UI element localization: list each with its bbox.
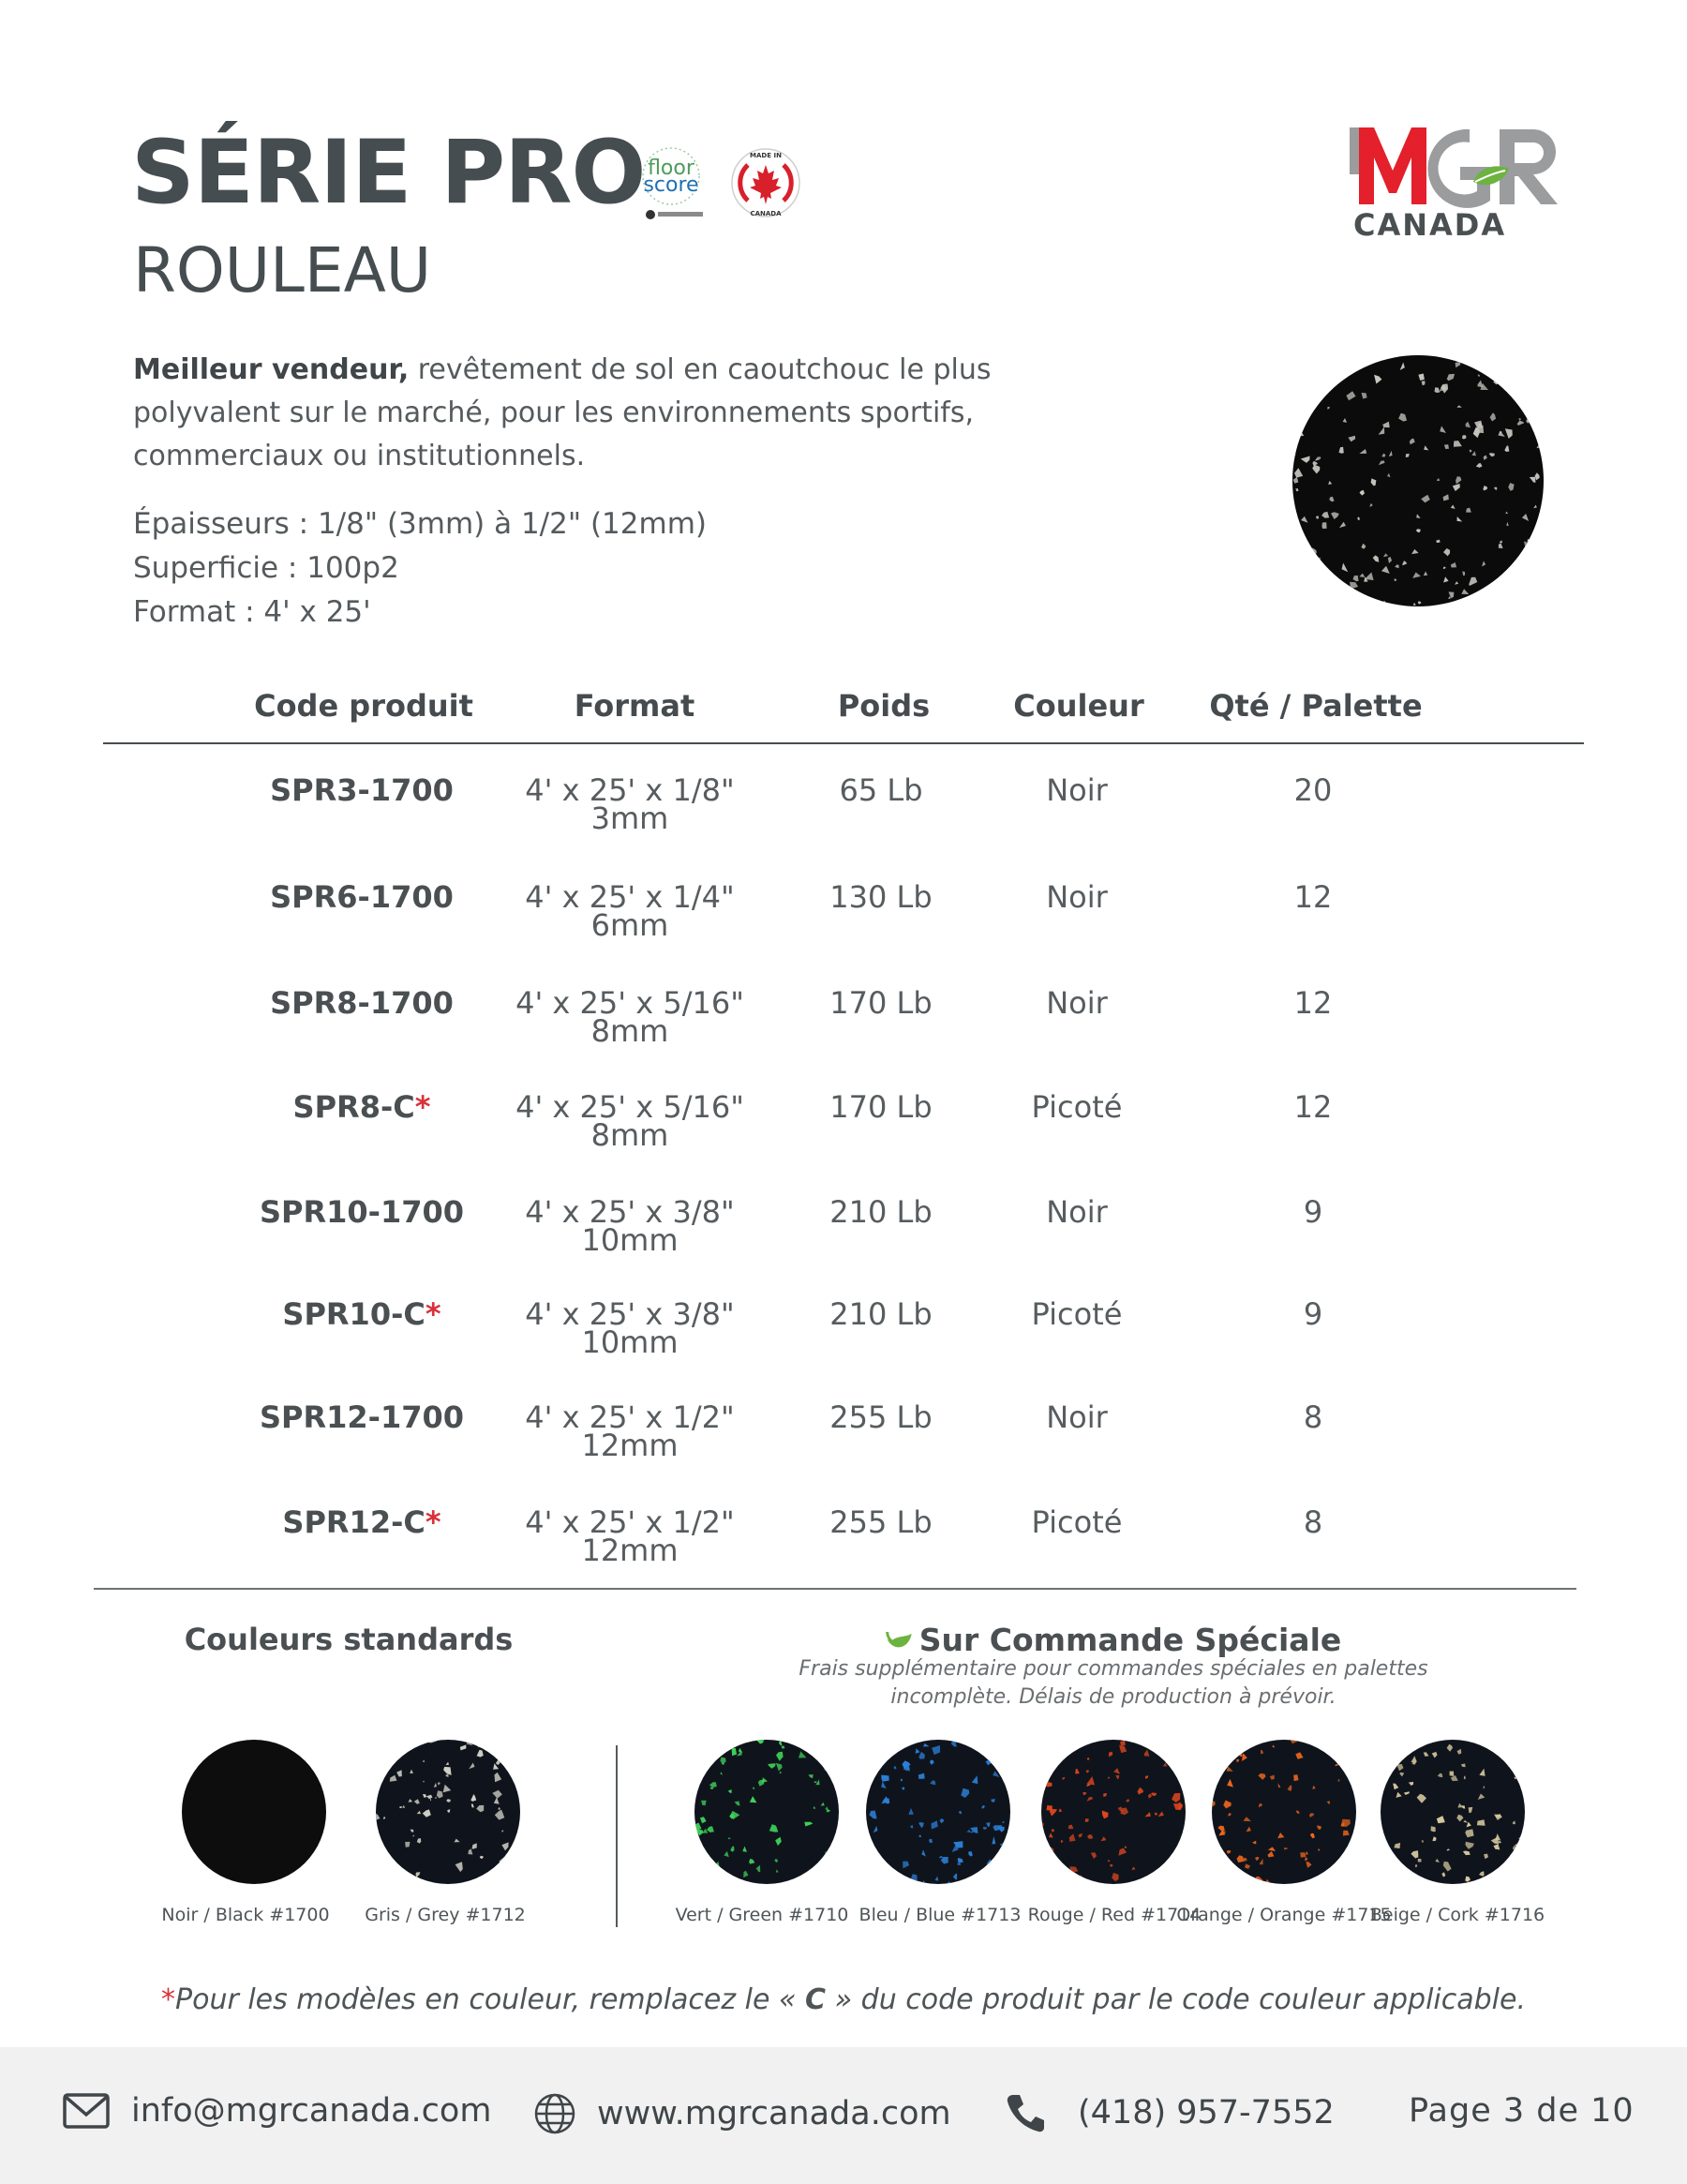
swatch-label-grey: Gris / Grey #1712	[365, 1905, 526, 1925]
row-format: 4' x 25' x 3/8" 10mm	[525, 1296, 735, 1360]
canada-badge-bottom: CANADA	[750, 210, 782, 217]
row-format: 4' x 25' x 1/4" 6mm	[525, 879, 735, 943]
floorscore-line1: floor	[648, 157, 694, 180]
phone-icon	[1005, 2092, 1046, 2133]
leaf-icon	[886, 1628, 914, 1653]
table-row	[0, 772, 1687, 857]
row-qty: 8	[1303, 1399, 1323, 1435]
row-weight: 170 Lb	[829, 1089, 933, 1125]
row-weight: 65 Lb	[839, 772, 923, 808]
swatch-beige	[1380, 1739, 1526, 1885]
table-row	[0, 1504, 1687, 1589]
swatch-green	[694, 1739, 840, 1885]
swatch-label-beige: Beige / Cork #1716	[1369, 1905, 1545, 1925]
row-weight: 170 Lb	[829, 985, 933, 1021]
row-code: SPR6-1700	[270, 879, 454, 915]
standard-colors-title: Couleurs standards	[184, 1622, 514, 1657]
row-qty: 9	[1303, 1296, 1323, 1332]
floorscore-badge-icon	[634, 146, 718, 221]
page-title: SÉRIE PRO	[131, 122, 646, 224]
row-code: SPR3-1700	[270, 772, 454, 808]
special-order-title: Sur Commande Spéciale	[886, 1622, 1342, 1658]
swatch-red	[1040, 1739, 1187, 1885]
row-weight: 255 Lb	[829, 1399, 933, 1435]
row-color: Noir	[1046, 879, 1108, 915]
row-weight: 130 Lb	[829, 879, 933, 915]
row-code: SPR10-1700	[259, 1194, 465, 1230]
row-code: SPR12-1700	[259, 1399, 465, 1435]
row-qty: 12	[1293, 879, 1333, 915]
row-color: Noir	[1046, 772, 1108, 808]
product-sample-image	[1291, 354, 1545, 607]
swatch-label-blue: Bleu / Blue #1713	[858, 1905, 1022, 1925]
logo-subtitle: CANADA	[1353, 207, 1507, 243]
intro-bold: Meilleur vendeur,	[133, 353, 410, 386]
table-row	[0, 985, 1687, 1070]
floorscore-line2: score	[643, 173, 699, 197]
row-qty: 12	[1293, 985, 1333, 1021]
spec-thickness: Épaisseurs : 1/8" (3mm) à 1/2" (12mm)	[133, 507, 707, 541]
footer-phone[interactable]: (418) 957-7552	[1005, 2092, 1335, 2133]
row-code: SPR8-1700	[270, 985, 454, 1021]
row-weight: 255 Lb	[829, 1504, 933, 1540]
swatch-label-black: Noir / Black #1700	[161, 1905, 330, 1925]
table-top-rule	[103, 742, 1584, 744]
mgr-canada-logo	[1350, 124, 1565, 241]
row-format: 4' x 25' x 5/16" 8mm	[515, 985, 744, 1049]
row-format: 4' x 25' x 1/8" 3mm	[525, 772, 735, 836]
mgr-logo-mark-icon	[1350, 124, 1565, 210]
globe-icon	[533, 2092, 576, 2135]
page-subtitle: ROULEAU	[133, 234, 432, 307]
specs-list	[133, 502, 707, 635]
row-qty: 8	[1303, 1504, 1323, 1540]
page-number: Page 3 de 10	[1409, 2092, 1635, 2130]
row-color: Picoté	[1031, 1296, 1123, 1332]
intro-paragraph	[133, 349, 995, 478]
row-format: 4' x 25' x 3/8" 10mm	[525, 1194, 735, 1258]
canada-badge-top: MADE IN	[750, 152, 782, 159]
row-code: SPR10-C*	[282, 1296, 441, 1332]
swatch-grey	[375, 1739, 521, 1885]
footer-website[interactable]: www.mgrcanada.com	[533, 2092, 951, 2135]
spec-area: Superficie : 100p2	[133, 551, 399, 585]
row-qty: 9	[1303, 1194, 1323, 1230]
special-order-note: Frais supplémentaire pour commandes spéciales en palettes incomplète. Délais de production à prévoir.	[799, 1657, 1428, 1709]
swatch-blue	[865, 1739, 1011, 1885]
table-bottom-rule	[94, 1588, 1576, 1590]
color-code-footnote: *Pour les modèles en couleur, remplacez le « C » du code produit par le code couleur applicable.	[160, 1983, 1527, 2016]
row-code: SPR8-C*	[292, 1089, 431, 1125]
row-color: Noir	[1046, 985, 1108, 1021]
made-in-canada-badge-icon	[727, 144, 804, 221]
spec-format: Format : 4' x 25'	[133, 595, 371, 629]
swatch-label-green: Vert / Green #1710	[675, 1905, 849, 1925]
col-header-weight: Poids	[837, 688, 931, 724]
section-divider	[616, 1745, 618, 1927]
footer-email[interactable]: info@mgrcanada.com	[62, 2092, 491, 2130]
row-qty: 12	[1293, 1089, 1333, 1125]
col-header-format: Format	[574, 688, 695, 724]
col-header-code: Code produit	[254, 688, 473, 724]
table-row	[0, 1194, 1687, 1279]
swatch-orange	[1211, 1739, 1357, 1885]
row-format: 4' x 25' x 1/2" 12mm	[525, 1399, 735, 1463]
row-color: Noir	[1046, 1399, 1108, 1435]
row-format: 4' x 25' x 1/2" 12mm	[525, 1504, 735, 1568]
row-color: Noir	[1046, 1194, 1108, 1230]
table-row	[0, 879, 1687, 964]
table-row	[0, 1399, 1687, 1484]
row-color: Picoté	[1031, 1504, 1123, 1540]
row-weight: 210 Lb	[829, 1194, 933, 1230]
row-qty: 20	[1293, 772, 1333, 808]
table-row	[0, 1296, 1687, 1381]
col-header-color: Couleur	[1013, 688, 1144, 724]
col-header-qty: Qté / Palette	[1209, 688, 1423, 724]
swatch-black	[181, 1739, 327, 1885]
row-color: Picoté	[1031, 1089, 1123, 1125]
row-format: 4' x 25' x 5/16" 8mm	[515, 1089, 744, 1153]
swatch-label-red: Rouge / Red #1714	[1027, 1905, 1202, 1925]
table-row	[0, 1089, 1687, 1174]
row-code: SPR12-C*	[282, 1504, 441, 1540]
intro-text: revêtement de sol en caoutchouc le plus polyvalent sur le marché, pour les environnements sportifs, commerciaux ou institutionnels.	[133, 353, 992, 472]
swatch-label-orange: Orange / Orange #1715	[1176, 1905, 1392, 1925]
envelope-icon	[62, 2092, 111, 2130]
row-weight: 210 Lb	[829, 1296, 933, 1332]
